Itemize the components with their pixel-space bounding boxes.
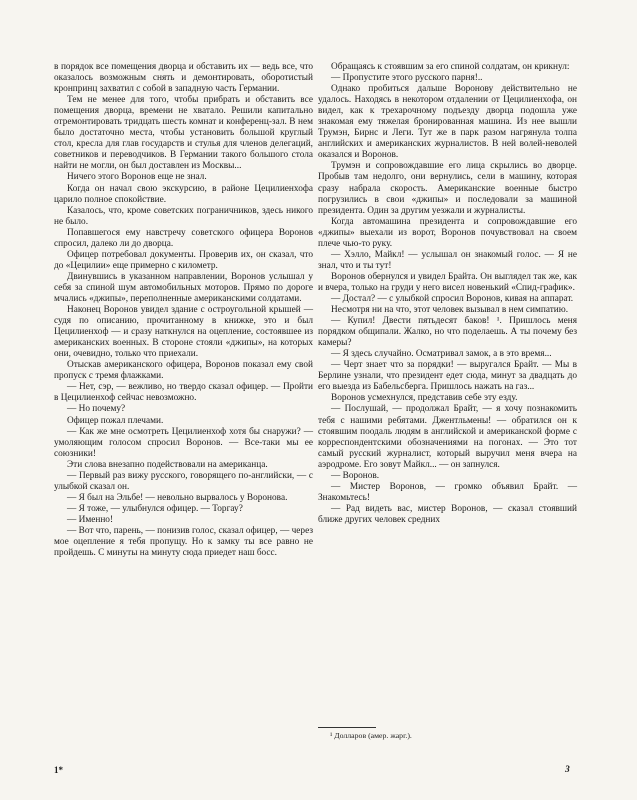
signature-mark: 1*: [54, 765, 63, 775]
paragraph: Однако пробиться дальше Воронову действительно не удалось. Находясь в некотором отдалении от Цецилиенхофа, он видел, как к трехарочному подъезду дворца подошла уже знакомая ему тяжелая бронированная машина. Из нее вышли Трумэн, Бирнс и Леги. Тут же в парк разом нагрянула толпа английских и американских журналистов. В ней волей-неволей оказался и Воронов.: [318, 84, 577, 161]
paragraph: — Я был на Эльбе! — невольно вырвалось у Воронова.: [67, 492, 288, 503]
paragraph: — Пропустите этого русского парня!..: [331, 73, 483, 84]
paragraph: Когда автомашина президента и сопровождавшие его «джипы» выехали из ворот, Воронов почувствовал на своем плече чью-то руку.: [318, 216, 577, 249]
paragraph: Наконец Воронов увидел здание с остроугольной крышей — судя по описанию, прочитанному в книжке, это и был Цецилиенхоф — и сразу наткнулся на оцепление, состоявшее из американских военных. В стороне стояли «джипы», на которых они, очевидно, только что приехали.: [54, 305, 313, 360]
paragraph: Трумэн и сопровождавшие его лица скрылись во дворце. Пробыв там недолго, они вернулись, сели в машину, которая сразу набрала скорость. Американские военные быстро погрузились в свои «джипы» и последовали за машиной президента. Один за другим уезжали и журналисты.: [318, 161, 577, 216]
paragraph: Отыскав американского офицера, Воронов показал ему свой пропуск с тремя флажками.: [54, 360, 313, 382]
left-column: [54, 62, 313, 559]
paragraph: Обращаясь к стоявшим за его спиной солдатам, он крикнул:: [331, 62, 570, 72]
paragraph: Тем не менее для того, чтобы прибрать и обставить все помещения дворца, времени не хватало. Решили капитально отремонтировать тридцать шесть комнат и конференц-зал. В нем было достаточно места, чтобы установить большой круглый стол, кресла для глав государств и стулья для членов делегаций, советников и переводчиков. В Германии такого большого стола найти не могли, он был доставлен из Москвы...: [54, 95, 313, 172]
paragraph: — Я тоже, — улыбнулся офицер. — Торгау?: [67, 503, 243, 514]
paragraph: — Я здесь случайно. Осматривал замок, а в это время...: [331, 349, 552, 360]
paragraph: — Хэлло, Майкл! — услышал он знакомый голос. — Я не знал, что и ты тут!: [318, 249, 577, 271]
right-column: [318, 62, 577, 526]
paragraph: — Достал? — с улыбкой спросил Воронов, кивая на аппарат.: [331, 293, 574, 304]
paragraph: в порядок все помещения дворца и обставить их — ведь все, что оказалось возможным снять и демонтировать, оборотистый кронпринц захватил с собой в западную часть Германии.: [54, 62, 313, 95]
paragraph: — Купил! Двести пятьдесят баков! ¹. Пришлось меня порядком общипали. Жалко, но что поделаешь. А ты почему без камеры?: [318, 316, 577, 349]
paragraph: Ничего этого Воронов еще не знал.: [67, 172, 207, 183]
paragraph: Воронов обернулся и увидел Брайта. Он выглядел так же, как и вчера, только на груди у него висел новенький «Спид-график».: [318, 271, 577, 293]
paragraph: Казалось, что, кроме советских пограничников, здесь никого не было.: [54, 205, 313, 227]
paragraph: — Рад видеть вас, мистер Воронов, — сказал стоявший ближе других человек средних: [318, 503, 577, 525]
paragraph: Двинувшись в указанном направлении, Воронов услышал у себя за спиной шум автомобильных моторов. Прямо по дороге мчались «джипы», переполненные американскими солдатами.: [54, 271, 313, 304]
paragraph: Офицер потребовал документы. Проверив их, он сказал, что до «Цецилии» еще примерно с километр.: [54, 249, 313, 271]
paragraph: — Но почему?: [67, 404, 126, 415]
paragraph: — Вот что, парень, — понизив голос, сказал офицер, — через мое оцепление я тебя пропущу. Но к замку ты все равно не пройдешь. С минуты на минуту сюда приедет наш босс.: [54, 525, 313, 559]
paragraph: — Именно!: [67, 514, 114, 525]
footnote-divider: [318, 727, 376, 728]
paragraph: — Мистер Воронов, — громко объявил Брайт. — Знакомьтесь!: [318, 481, 577, 503]
page-number: 3: [565, 765, 570, 775]
paragraph: — Послушай, — продолжал Брайт, — я хочу познакомить тебя с нашими ребятами. Джентльмены! — обратился он к стоявшим поодаль людям в английской и американской форме с корреспондентскими обозначениями на погонах. — Это тот самый русский журналист, который выручил меня вчера на аэродроме. Его зовут Майкл... — он запнулся.: [318, 404, 577, 470]
paragraph: Несмотря ни на что, этот человек вызывал в нем симпатию.: [331, 305, 569, 316]
paragraph: — Черт знает что за порядки! — выругался Брайт. — Мы в Берлине узнали, что президент едет сюда, минут за двадцать до его выезда из Бабельсберга. Пришлось нажать на газ...: [318, 360, 577, 393]
paragraph: Офицер пожал плечами.: [67, 415, 164, 426]
paragraph: Эти слова внезапно подействовали на американца.: [67, 459, 268, 470]
paragraph: — Первый раз вижу русского, говорящего по-английски, — с улыбкой сказал он.: [54, 470, 313, 492]
footnote: ¹ Долларов (амер. жарг.).: [330, 731, 412, 740]
paragraph: Попавшегося ему навстречу советского офицера Воронов спросил, далеко ли до дворца.: [54, 227, 313, 249]
paragraph: Когда он начал свою экскурсию, в районе Цецилиенхофа царило полное спокойствие.: [54, 183, 313, 205]
paragraph: Воронов усмехнулся, представив себе эту езду.: [331, 393, 518, 404]
paragraph: — Как же мне осмотреть Цецилиенхоф хотя бы снаружи? — умоляющим голосом спросил Воронов. — Все-таки мы ее союзники!: [54, 426, 313, 459]
paragraph: — Воронов.: [331, 470, 380, 481]
paragraph: — Нет, сэр, — вежливо, но твердо сказал офицер. — Пройти в Цецилиенхоф сейчас невозможно.: [54, 382, 313, 404]
